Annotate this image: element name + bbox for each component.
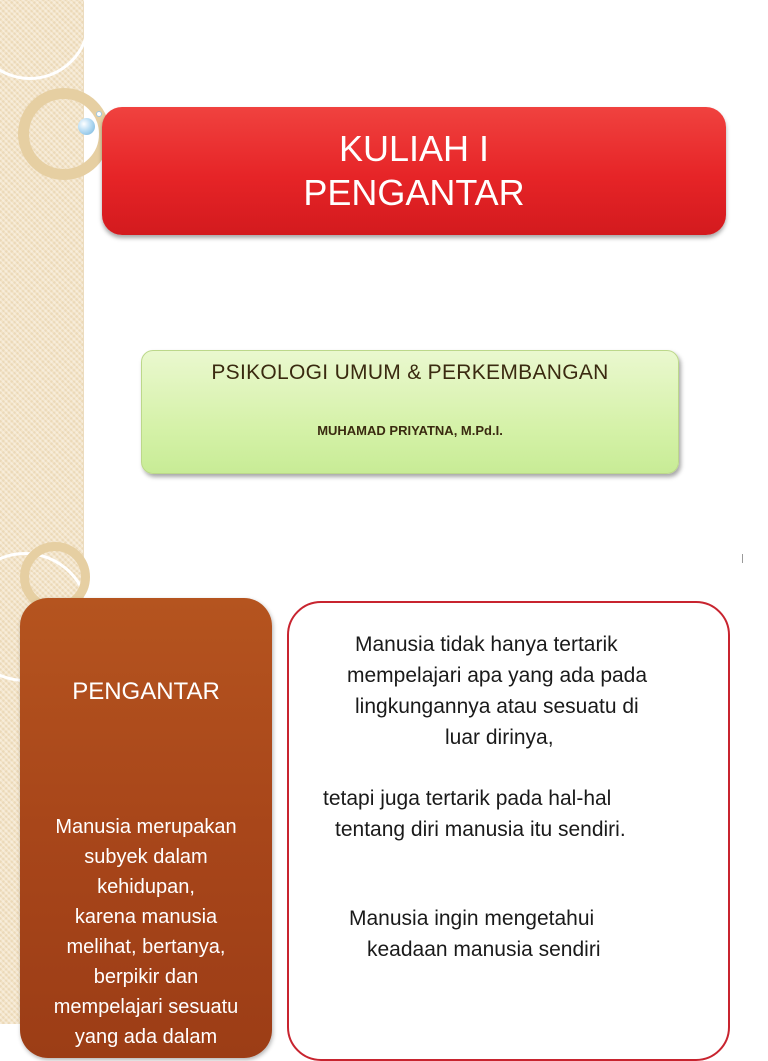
intro-line: Manusia merupakan <box>55 816 237 838</box>
paragraph-3 <box>349 903 718 965</box>
intro-line: kehidupan, <box>97 876 195 898</box>
intro-line: yang ada dalam <box>74 1026 218 1048</box>
paragraph-line: mempelajari apa yang ada pada <box>347 664 648 687</box>
intro-line: subyek dalam <box>84 846 208 868</box>
intro-card-body <box>36 812 256 1052</box>
intro-line: mempelajari sesuatu <box>53 996 239 1018</box>
intro-card-title: PENGANTAR <box>72 678 220 705</box>
slide-title-box <box>102 107 726 235</box>
explanation-card <box>287 601 730 1061</box>
course-name: PSIKOLOGI UMUM & PERKEMBANGAN <box>211 361 609 384</box>
bead-icon <box>78 118 95 135</box>
slide-introduction <box>0 572 768 1048</box>
decorative-ring <box>18 88 110 180</box>
decorative-ring <box>0 0 90 80</box>
slide-title-line-2: PENGANTAR <box>303 172 525 213</box>
paragraph-line: luar dirinya, <box>445 726 554 749</box>
slide-title-line-1: KULIAH I <box>338 128 490 169</box>
divider-tick <box>742 554 743 563</box>
paragraph-line: tentang diri manusia itu sendiri. <box>335 818 626 841</box>
decorative-side-strip <box>0 0 84 572</box>
paragraph-line: Manusia tidak hanya tertarik <box>355 633 618 656</box>
intro-line: karena manusia <box>74 906 218 928</box>
bead-icon <box>96 111 102 117</box>
paragraph-line: tetapi juga tertarik pada hal-hal <box>323 787 612 810</box>
intro-line: berpikir dan <box>93 966 199 988</box>
paragraph-line: keadaan manusia sendiri <box>367 938 601 961</box>
paragraph-line: lingkungannya atau sesuatu di <box>355 695 639 718</box>
author-name: MUHAMAD PRIYATNA, M.Pd.I. <box>317 423 503 438</box>
subtitle-box <box>141 350 679 474</box>
intro-line: melihat, bertanya, <box>66 936 226 958</box>
paragraph-2 <box>323 783 718 845</box>
paragraph-1 <box>309 629 708 753</box>
intro-card <box>20 598 272 1058</box>
paragraph-line: Manusia ingin mengetahui <box>349 907 595 930</box>
